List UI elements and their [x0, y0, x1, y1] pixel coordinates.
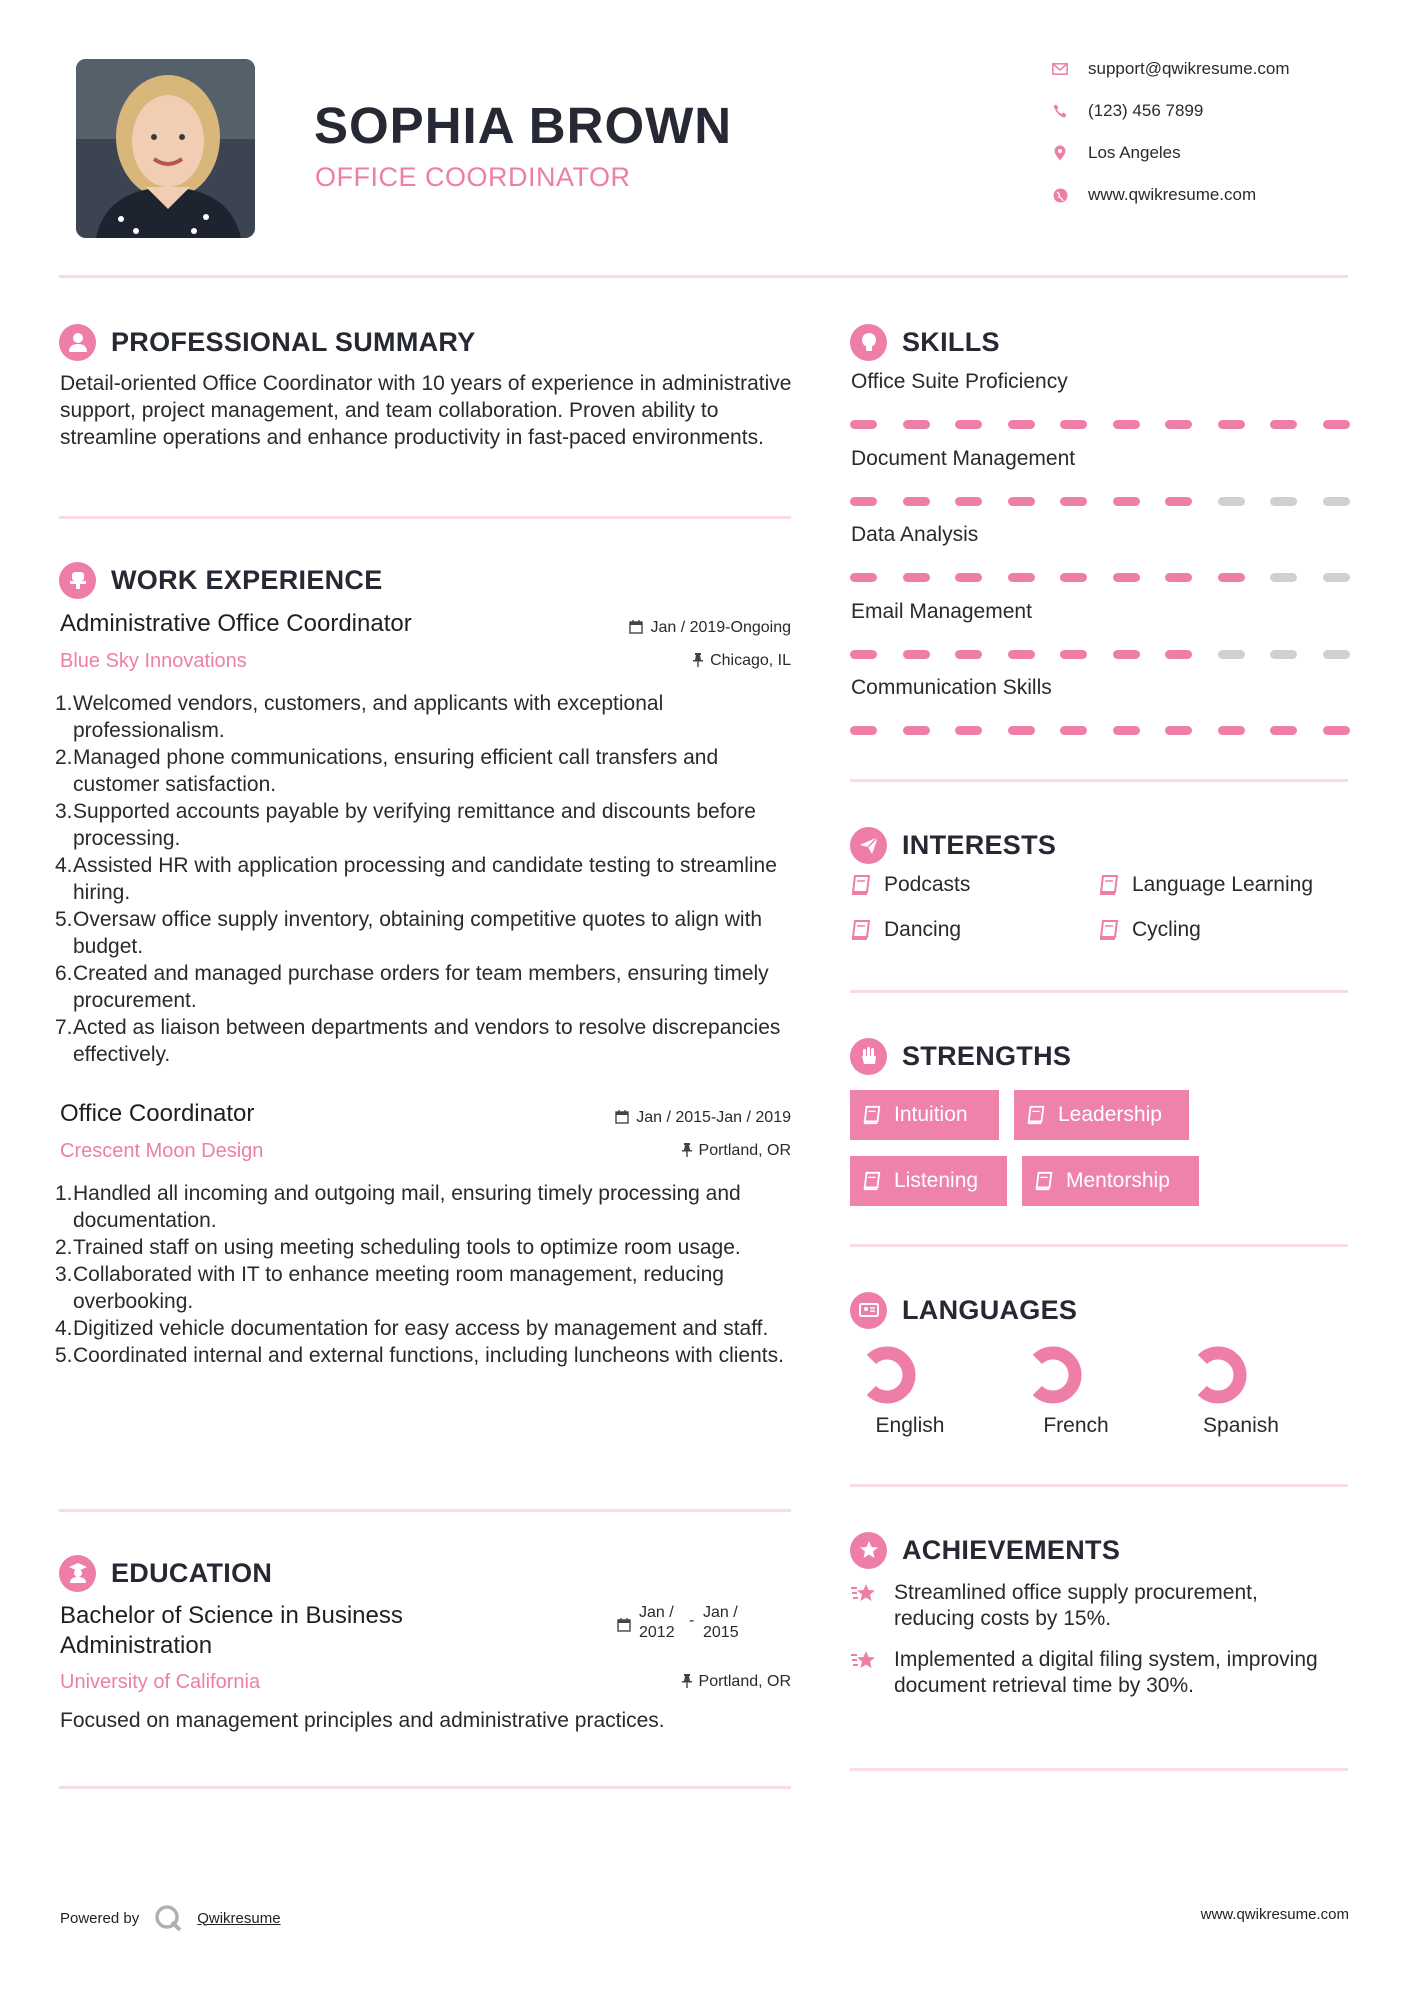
rating-dot [1113, 650, 1140, 659]
rating-dot [903, 726, 930, 735]
education-divider [59, 1786, 791, 1789]
interest-item: Cycling [1098, 918, 1201, 942]
qwikresume-logo-icon [153, 1903, 183, 1933]
list-item: 5. Coordinated internal and external functions, including luncheons with clients. [55, 1344, 784, 1367]
hand-icon [850, 1038, 887, 1075]
strength-chip: Intuition [850, 1090, 999, 1140]
star-badge-icon [850, 1532, 887, 1569]
list-item: 7. Acted as liaison between departments and vendors to resolve discrepancies effectively. [55, 1016, 781, 1066]
rating-dot [1165, 573, 1192, 582]
star-icon [850, 1647, 878, 1675]
job-title: Administrative Office Coordinator [60, 610, 412, 637]
strength-chip: Mentorship [1022, 1156, 1199, 1206]
calendar-icon [617, 1618, 631, 1638]
rating-dot [850, 726, 877, 735]
job-dates: Jan / 2019-Ongoing [629, 619, 791, 637]
star-icon [850, 1580, 878, 1608]
user-icon [59, 324, 96, 361]
interest-item: Dancing [850, 918, 961, 942]
qwikresume-link[interactable]: Qwikresume [197, 1909, 281, 1927]
skill-name: Document Management [851, 446, 1076, 470]
rating-dot [903, 650, 930, 659]
education-location: Portland, OR [682, 1673, 791, 1691]
skill-name: Email Management [851, 599, 1032, 623]
rating-dot [850, 573, 877, 582]
rating-dot [955, 650, 982, 659]
footer-website[interactable]: www.qwikresume.com [1200, 1906, 1349, 1923]
section-title: INTERESTS [902, 829, 1057, 860]
rating-dot [1323, 650, 1350, 659]
rating-dot [1008, 420, 1035, 429]
section-strengths-header [850, 1036, 1071, 1076]
job-duties-list [55, 690, 795, 1068]
list-item: 6. Created and managed purchase orders for team members, ensuring timely procurement. [55, 962, 769, 1012]
header-divider [59, 275, 1348, 278]
section-education-header [59, 1553, 272, 1593]
interest-item: Language Learning [1098, 873, 1313, 897]
list-item: 3. Supported accounts payable by verifying remittance and discounts before processing. [55, 800, 756, 850]
list-item: 3. Collaborated with IT to enhance meeting room management, reducing overbooking. [55, 1263, 724, 1313]
rating-dot [1218, 726, 1245, 735]
section-title: STRENGTHS [902, 1040, 1072, 1071]
language-name: French [1043, 1414, 1109, 1437]
section-title: SKILLS [902, 326, 1000, 357]
education-description: Focused on management principles and administrative practices. [60, 1709, 665, 1732]
achievements-divider [850, 1768, 1348, 1771]
envelope-icon [1050, 59, 1070, 79]
skill-rating [850, 420, 1350, 429]
company-name[interactable]: Blue Sky Innovations [60, 650, 247, 672]
experience-divider [59, 1509, 791, 1512]
globe-icon [1050, 185, 1070, 205]
job-location: Portland, OR [682, 1142, 791, 1160]
interests-divider [850, 990, 1348, 993]
section-achievements-header [850, 1530, 1120, 1570]
section-languages-header [850, 1290, 1077, 1330]
achievement-item: Implemented a digital filing system, improving document retrieval time by 30%. [850, 1647, 1320, 1699]
map-pin-icon [1050, 143, 1070, 163]
language-level-arc [1022, 1344, 1084, 1406]
skill-rating [850, 726, 1350, 735]
job-location: Chicago, IL [693, 652, 791, 670]
pushpin-icon [693, 653, 703, 670]
rating-dot [1165, 726, 1192, 735]
interest-item: Podcasts [850, 873, 970, 897]
summary-text: Detail-oriented Office Coordinator with 10 years of experience in administrative support, project management, and team collaboration. Proven ability to streamline operations and enhance productivity in fast-paced environments. [60, 372, 792, 449]
skill-name: Communication Skills [851, 676, 1052, 699]
candidate-role: OFFICE COORDINATOR [315, 162, 631, 192]
contact-website[interactable] [1050, 183, 1256, 207]
footer-powered-by: Powered by Qwikresume [60, 1903, 281, 1933]
rating-dot [955, 573, 982, 582]
skill-rating [850, 650, 1350, 659]
rating-dot [1270, 420, 1297, 429]
achievement-item: Streamlined office supply procurement, reducing costs by 15%. [850, 1580, 1320, 1632]
graduate-icon [59, 1555, 96, 1592]
section-title: WORK EXPERIENCE [111, 564, 383, 595]
contact-email[interactable] [1050, 57, 1290, 81]
rating-dot [1270, 650, 1297, 659]
education-dates: Jan / 2012 - Jan / 2015 [617, 1603, 753, 1643]
job-title: Office Coordinator [60, 1100, 255, 1127]
rating-dot [955, 497, 982, 506]
language-level-arc [856, 1344, 918, 1406]
calendar-icon [629, 620, 643, 637]
rating-dot [903, 420, 930, 429]
contact-website-text: www.qwikresume.com [1088, 185, 1257, 204]
contact-phone[interactable] [1050, 99, 1203, 123]
rating-dot [903, 573, 930, 582]
section-interests-header [850, 825, 1056, 865]
book-icon [1098, 874, 1120, 896]
rating-dot [1060, 726, 1087, 735]
rating-dot [1165, 650, 1192, 659]
languages-divider [850, 1484, 1348, 1487]
rating-dot [955, 726, 982, 735]
rating-dot [1008, 726, 1035, 735]
language-level-arc [1187, 1344, 1249, 1406]
rating-dot [1008, 650, 1035, 659]
rating-dot [1165, 497, 1192, 506]
rating-dot [1218, 420, 1245, 429]
list-item: 4. Digitized vehicle documentation for easy access by management and staff. [55, 1317, 769, 1340]
strengths-divider [850, 1244, 1348, 1247]
list-item: 1. Welcomed vendors, customers, and applicants with exceptional professionalism. [55, 692, 664, 742]
book-icon [1034, 1171, 1054, 1191]
section-title: PROFESSIONAL SUMMARY [111, 326, 476, 357]
company-name[interactable]: Crescent Moon Design [60, 1140, 264, 1162]
rating-dot [955, 420, 982, 429]
rating-dot [1218, 650, 1245, 659]
language-name: Spanish [1203, 1414, 1279, 1437]
contact-phone-text: (123) 456 7899 [1088, 101, 1204, 120]
rating-dot [850, 650, 877, 659]
list-item: 4. Assisted HR with application processing and candidate testing to streamline hiring. [55, 854, 777, 904]
book-icon [1098, 919, 1120, 941]
strength-chip: Listening [850, 1156, 1007, 1206]
rating-dot [1323, 573, 1350, 582]
degree-title: Bachelor of Science in Business Administration [60, 1602, 403, 1659]
list-item: 2. Trained staff on using meeting scheduling tools to optimize room usage. [55, 1236, 741, 1259]
rating-dot [1323, 726, 1350, 735]
skill-rating [850, 497, 1350, 506]
rating-dot [1008, 497, 1035, 506]
summary-divider [59, 516, 791, 519]
contact-location-text: Los Angeles [1088, 143, 1181, 162]
section-summary-header [59, 322, 476, 362]
rating-dot [903, 497, 930, 506]
book-icon [862, 1171, 882, 1191]
education-end-date: Jan / 2015 [703, 1604, 739, 1641]
rating-dot [1113, 726, 1140, 735]
school-name[interactable]: University of California [60, 1671, 261, 1693]
language-level-ring [852, 1340, 922, 1410]
candidate-name: SOPHIA BROWN [314, 97, 733, 154]
rating-dot [1323, 420, 1350, 429]
list-item: 2. Managed phone communications, ensuring efficient call transfers and customer satisfaction. [55, 746, 719, 796]
rating-dot [1113, 420, 1140, 429]
pushpin-icon [682, 1143, 692, 1160]
skills-divider [850, 779, 1348, 782]
strength-chip: Leadership [1014, 1090, 1189, 1140]
rating-dot [1270, 573, 1297, 582]
section-title: EDUCATION [111, 1557, 273, 1588]
rating-dot [1060, 650, 1087, 659]
contact-location [1050, 141, 1181, 165]
rating-dot [1218, 573, 1245, 582]
list-item: 5. Oversaw office supply inventory, obtaining competitive quotes to align with budget. [55, 908, 763, 958]
rating-dot [1165, 420, 1192, 429]
rating-dot [1270, 497, 1297, 506]
briefcase-icon [59, 562, 96, 599]
language-name: English [875, 1414, 945, 1437]
book-icon [1026, 1105, 1046, 1125]
rating-dot [1060, 420, 1087, 429]
rating-dot [1113, 573, 1140, 582]
profile-photo [76, 59, 255, 238]
rating-dot [850, 420, 877, 429]
job-dates: Jan / 2015-Jan / 2019 [615, 1109, 791, 1127]
book-icon [862, 1105, 882, 1125]
rating-dot [1008, 573, 1035, 582]
rating-dot [1060, 497, 1087, 506]
language-level-ring [1183, 1340, 1253, 1410]
rating-dot [1218, 497, 1245, 506]
pushpin-icon [682, 1674, 692, 1691]
list-item: 1. Handled all incoming and outgoing mail, ensuring timely processing and documentation. [55, 1182, 741, 1232]
paper-plane-icon [850, 827, 887, 864]
section-title: ACHIEVEMENTS [902, 1534, 1121, 1565]
skill-name: Office Suite Proficiency [851, 370, 1068, 393]
lightbulb-icon [850, 324, 887, 361]
id-card-icon [850, 1292, 887, 1329]
rating-dot [1323, 497, 1350, 506]
calendar-icon [615, 1110, 629, 1127]
skill-rating [850, 573, 1350, 582]
skill-name: Data Analysis [851, 523, 979, 546]
section-skills-header [850, 322, 1000, 362]
rating-dot [1270, 726, 1297, 735]
phone-icon [1050, 101, 1070, 121]
section-title: LANGUAGES [902, 1294, 1078, 1325]
book-icon [850, 919, 872, 941]
rating-dot [1113, 497, 1140, 506]
contact-email-text: support@qwikresume.com [1088, 59, 1290, 78]
section-experience-header [59, 560, 383, 600]
education-start-date: Jan / 2012 [639, 1604, 675, 1641]
language-level-ring [1018, 1340, 1088, 1410]
book-icon [850, 874, 872, 896]
job-duties-list [55, 1180, 795, 1369]
rating-dot [850, 497, 877, 506]
rating-dot [1060, 573, 1087, 582]
